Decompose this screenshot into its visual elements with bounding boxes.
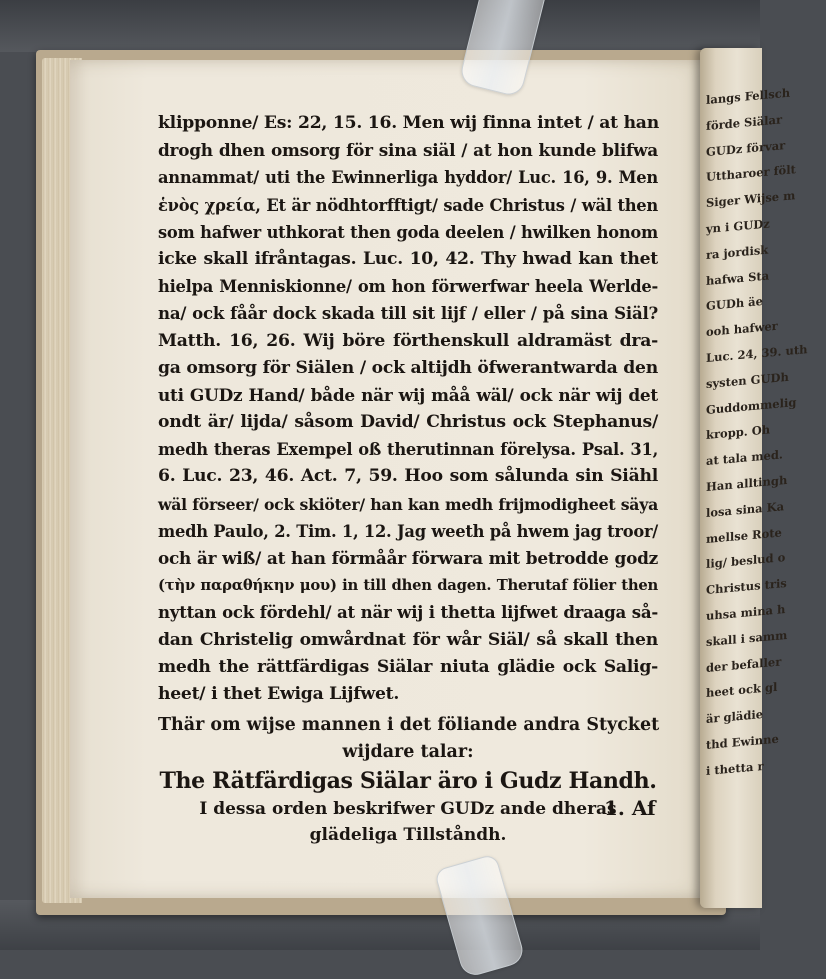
body-line: nyttan ock fördehl/ at när wij i thetta lijfwet draaga så- (158, 602, 658, 623)
facing-line: losa sina Ka (706, 498, 785, 520)
facing-line: GUDz förvar (706, 137, 786, 159)
body-line: hielpa Menniskionne/ om hon förwerfwar heela Werlde- (158, 277, 658, 297)
section-title: The Rätfärdigas Siälar äro i Gudz Handh. (159, 768, 657, 795)
facing-line: Uttharoer fölt (706, 162, 796, 185)
facing-line: Luc. 24, 39. uth (706, 342, 808, 365)
body-line: Matth. 16, 26. Wij böre förthenskull aldramäst dra- (158, 330, 658, 351)
facing-line: Han alltingh (706, 472, 788, 494)
subheading-line-1: Thär om wijse mannen i det föliande andra Stycket (158, 715, 660, 736)
body-line: medh the rättfärdigas Siälar niuta glädie ock Salig- (158, 656, 658, 677)
body-line: icke skall ifråntagas. Luc. 10, 42. Thy hwad kan thet (158, 248, 658, 269)
body-line: drogh dhen omsorg för sina siäl / at hon kunde blifwa (158, 140, 658, 161)
body-line: 6. Luc. 23, 46. Act. 7, 59. Hoo som sålunda sin Siähl (158, 466, 658, 487)
body-line: wäl förseer/ ock skiöter/ han kan medh frijmodigheet säya (158, 494, 658, 514)
body-line: medh Paulo, 2. Tim. 1, 12. Jag weeth på hwem jag troor/ (158, 521, 658, 541)
facing-line: Siger Wijse m (706, 188, 796, 211)
facing-line: lig/ beslud o (706, 550, 786, 572)
facing-line: i thetta r (706, 758, 764, 778)
facing-line: ra jordisk (706, 242, 769, 262)
facing-page (700, 48, 808, 908)
facing-line: Christus tris (706, 576, 787, 598)
body-line: annammat/ uti the Ewinnerliga hyddor/ Luc. 16, 9. Men (158, 168, 658, 188)
body-line: dan Christelig omwårdnat för wår Siäl/ så skall then (158, 629, 658, 650)
facing-line: at tala med. (706, 447, 783, 469)
facing-line: kropp. Oh (706, 422, 771, 443)
body-line: som hafwer uthkorat then goda deelen / hwilken honom (158, 222, 658, 242)
description-line-2: glädeliga Tillståndh. (309, 825, 507, 846)
subheading-line-2: wijdare talar: (342, 742, 474, 763)
body-line: na/ ock fåår dock skada till sit lijf / eller / på sina Siäl? (158, 303, 658, 324)
facing-line: yn i GUDz (706, 216, 770, 236)
body-line: och är wiß/ at han förmåår förwara mit betrodde godz (158, 548, 658, 568)
facing-line: ooh hafwer (706, 318, 778, 340)
body-line: ga omsorg för Siälen / ock altijdh öfwerantwarda den (158, 357, 658, 378)
body-line: uti GUDz Hand/ både när wij måå wäl/ ock när wij det (158, 384, 658, 405)
body-text (158, 110, 658, 708)
facing-line: mellse Rote (706, 524, 782, 546)
body-line: (τὴν παραθήκην μου) in till dhen dagen. Therutaf fölier then (158, 577, 658, 595)
description-line-1: I dessa orden beskrifwer GUDz ande dheras (199, 799, 617, 820)
body-line: ἑνὸς χρεία, Et är nödhtorfftigt/ sade Christus / wäl then (158, 195, 658, 215)
body-line: klipponne/ Es: 22, 15. 16. Men wij finna intet / at han (158, 113, 659, 133)
facing-line: förde Siälar (706, 112, 783, 133)
facing-line: langs Fellsch (706, 85, 791, 107)
backdrop-top (0, 0, 760, 52)
facing-line: uhsa mina h (706, 601, 786, 623)
body-line: medh theras Exempel oß therutinnan förelysa. Psal. 31, (158, 440, 658, 460)
facing-line: heet ock gl (706, 680, 778, 701)
facing-line: skall i samm (706, 627, 788, 649)
page-body (158, 110, 658, 848)
catchword: 1. Af (604, 796, 656, 820)
facing-page-text (706, 78, 826, 785)
facing-line: hafwa Sta (706, 268, 770, 288)
facing-line: GUDh äe (706, 294, 763, 314)
body-line: ondt är/ lijda/ såsom David/ Christus ock Stephanus/ (158, 412, 658, 433)
facing-line: är glädie (706, 707, 764, 727)
facing-line: thd Ewinne (706, 731, 779, 752)
facing-line: Guddommelig (706, 394, 797, 417)
body-line: heet/ i thet Ewiga Lijfwet. (158, 683, 400, 704)
facing-line: der befaller (706, 653, 782, 675)
facing-line: systen GUDh (706, 369, 789, 391)
